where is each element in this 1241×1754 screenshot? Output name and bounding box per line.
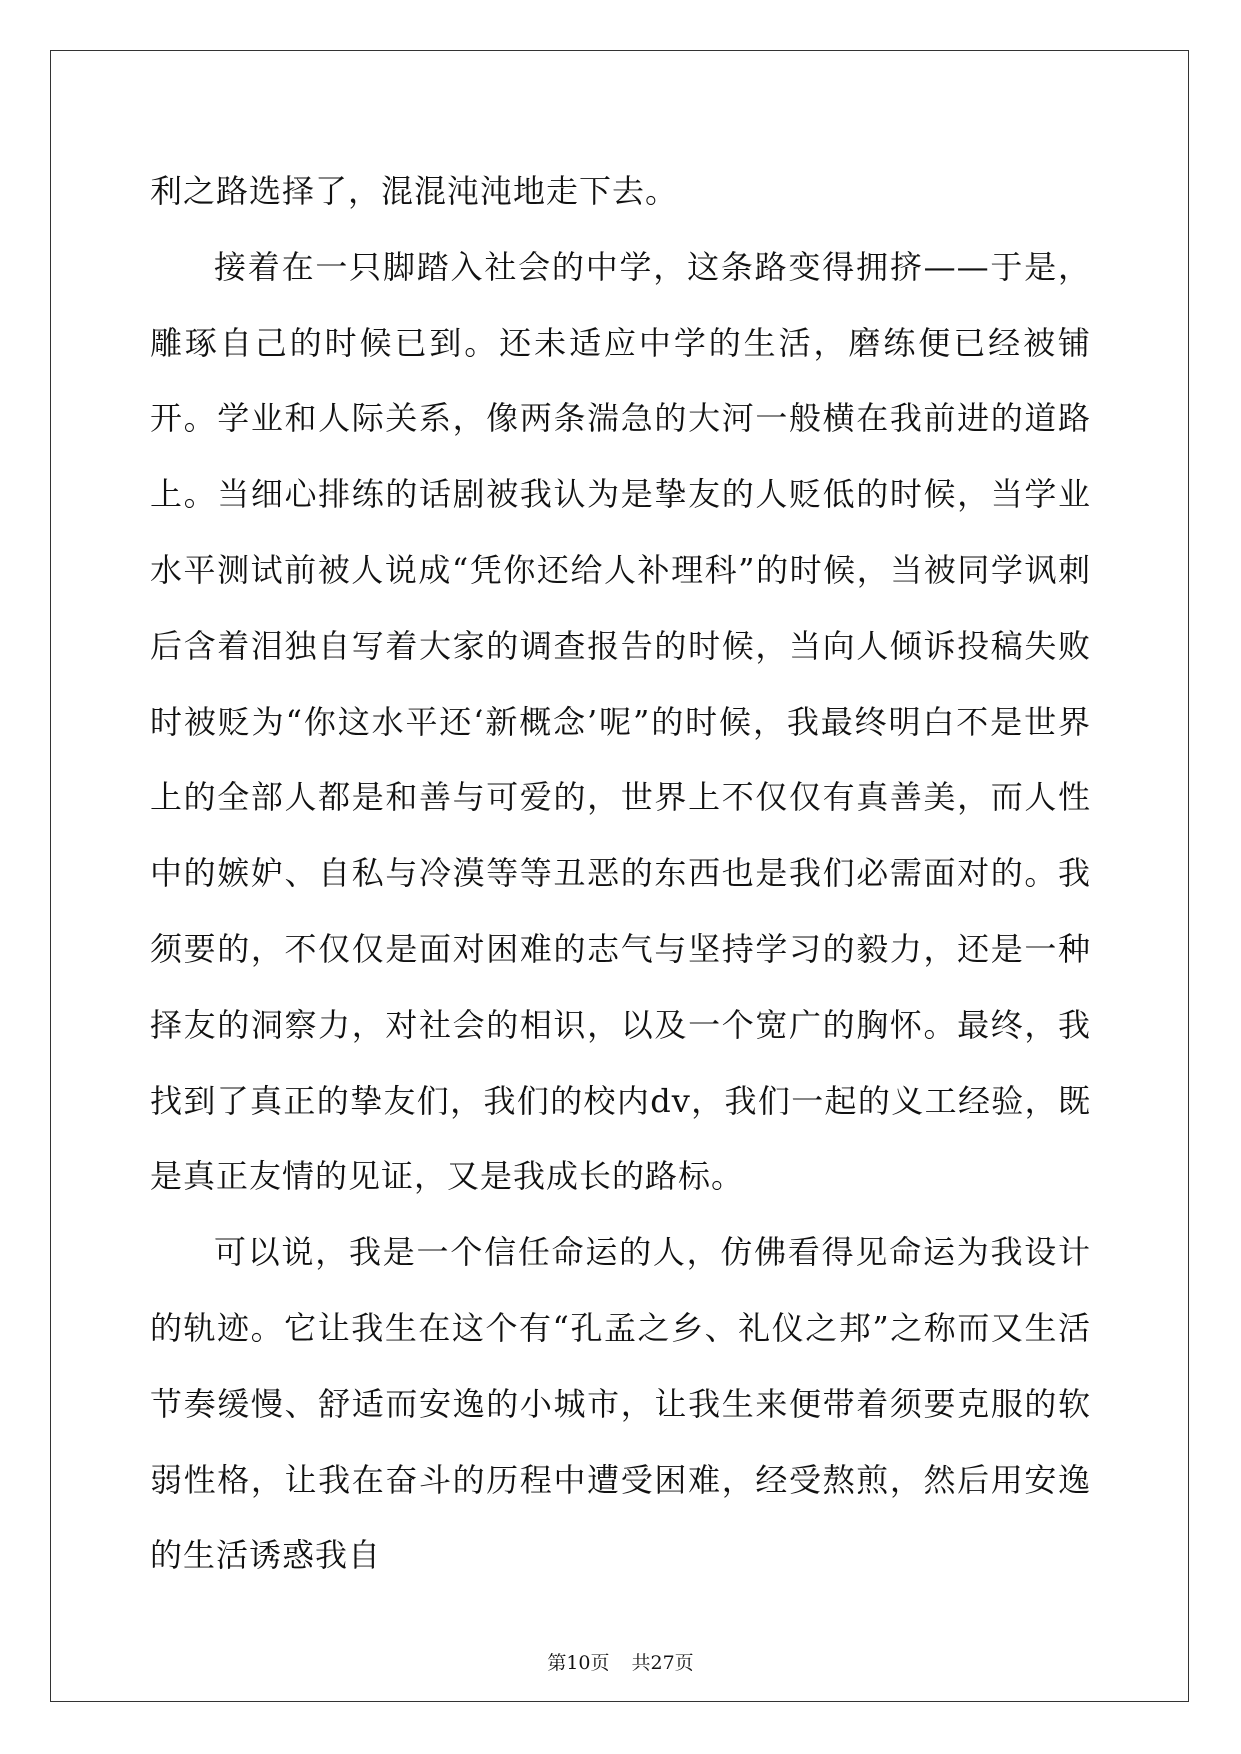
page-total: 共27页 [631,1652,694,1674]
page-footer [0,1651,1241,1675]
paragraph-2: 接着在一只脚踏入社会的中学，这条路变得拥挤——于是，雕琢自己的时候已到。还未适应中学的生活，磨练便已经被铺开。学业和人际关系，像两条湍急的大河一般横在我前进的道路上。当细心排练的话剧被我认为是挚友的人贬低的时候，当学业水平测试前被人说成“凭你还给人补理科”的时候，当被同学讽刺后含着泪独自写着大家的调查报告的时候，当向人倾诉投稿失败时被贬为“你这水平还‘新概念’呢”的时候，我最终明白不是世界上的全部人都是和善与可爱的，世界上不仅仅有真善美，而人性中的嫉妒、自私与冷漠等等丑恶的东西也是我们必需面对的。我须要的，不仅仅是面对困难的志气与坚持学习的毅力，还是一种择友的洞察力，对社会的相识，以及一个宽广的胸怀。最终，我找到了真正的挚友们，我们的校内dv，我们一起的义工经验，既是真正友情的见证，又是我成长的路标。 [150,247,1091,1196]
paragraph-3: 可以说，我是一个信任命运的人，仿佛看得见命运为我设计的轨迹。它让我生在这个有“孔孟之乡、礼仪之邦”之称而又生活节奏缓慢、舒适而安逸的小城市，让我生来便带着须要克服的软弱性格，让我在奋斗的历程中遭受困难，经受熬煎，然后用安逸的生活诱惑我自 [150,1233,1091,1575]
paragraph-1: 利之路选择了，混混沌沌地走下去。 [150,172,679,210]
page-number: 第10页 [547,1652,610,1674]
document-body [150,154,1091,1594]
